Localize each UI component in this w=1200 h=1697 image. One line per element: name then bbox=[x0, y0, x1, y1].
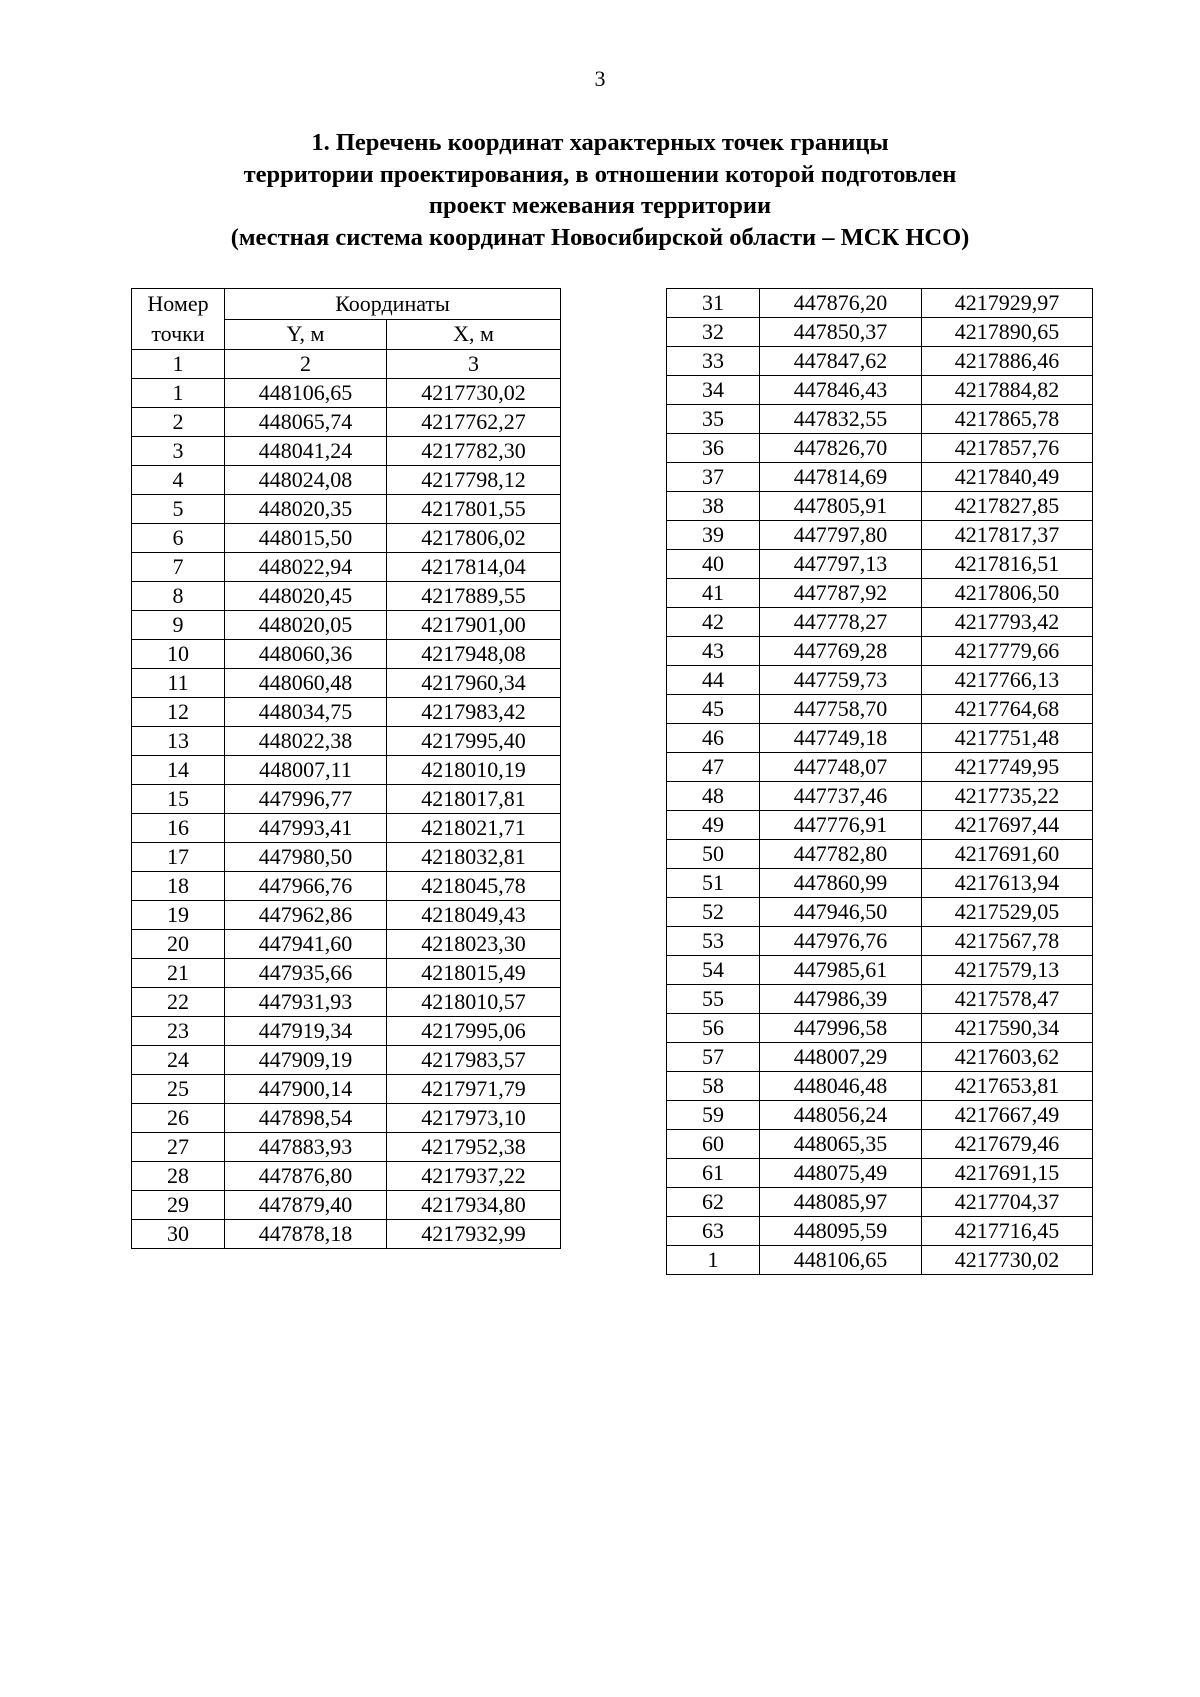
point-number-cell: 43 bbox=[667, 637, 760, 666]
y-coordinate-cell: 447878,18 bbox=[225, 1220, 387, 1249]
column-number: 3 bbox=[387, 350, 561, 379]
y-coordinate-cell: 447758,70 bbox=[760, 695, 922, 724]
table-row bbox=[667, 724, 1093, 753]
table-row bbox=[132, 1017, 561, 1046]
y-coordinate-cell: 447797,13 bbox=[760, 550, 922, 579]
table-row bbox=[667, 347, 1093, 376]
heading-line: проект межевания территории bbox=[428, 192, 772, 219]
table-row bbox=[667, 1217, 1093, 1246]
point-number-cell: 36 bbox=[667, 434, 760, 463]
x-coordinate-cell: 4217716,45 bbox=[922, 1217, 1093, 1246]
table-row bbox=[667, 666, 1093, 695]
point-number-cell: 52 bbox=[667, 898, 760, 927]
point-number-cell: 28 bbox=[132, 1162, 225, 1191]
x-coordinate-cell: 4217995,40 bbox=[387, 727, 561, 756]
point-number-cell: 4 bbox=[132, 466, 225, 495]
table-row bbox=[132, 988, 561, 1017]
table-row bbox=[132, 1191, 561, 1220]
point-number-cell: 18 bbox=[132, 872, 225, 901]
y-coordinate-cell: 448046,48 bbox=[760, 1072, 922, 1101]
table-row bbox=[667, 434, 1093, 463]
table-row bbox=[132, 901, 561, 930]
point-number-cell: 34 bbox=[667, 376, 760, 405]
x-coordinate-cell: 4217691,15 bbox=[922, 1159, 1093, 1188]
document-heading bbox=[0, 127, 1200, 253]
y-coordinate-cell: 447898,54 bbox=[225, 1104, 387, 1133]
point-number-cell: 31 bbox=[667, 289, 760, 318]
y-coordinate-cell: 447883,93 bbox=[225, 1133, 387, 1162]
point-number-cell: 24 bbox=[132, 1046, 225, 1075]
x-coordinate-cell: 4217567,78 bbox=[922, 927, 1093, 956]
point-number-cell: 56 bbox=[667, 1014, 760, 1043]
point-number-cell: 8 bbox=[132, 582, 225, 611]
x-coordinate-cell: 4217971,79 bbox=[387, 1075, 561, 1104]
y-coordinate-cell: 447879,40 bbox=[225, 1191, 387, 1220]
table-row bbox=[667, 782, 1093, 811]
point-number-cell: 7 bbox=[132, 553, 225, 582]
point-number-cell: 5 bbox=[132, 495, 225, 524]
point-number-cell: 23 bbox=[132, 1017, 225, 1046]
x-coordinate-cell: 4217889,55 bbox=[387, 582, 561, 611]
x-coordinate-cell: 4217973,10 bbox=[387, 1104, 561, 1133]
table-row bbox=[667, 1188, 1093, 1217]
y-coordinate-cell: 448022,38 bbox=[225, 727, 387, 756]
x-coordinate-cell: 4217932,99 bbox=[387, 1220, 561, 1249]
table-row bbox=[667, 318, 1093, 347]
table-row bbox=[667, 1159, 1093, 1188]
table-row bbox=[132, 408, 561, 437]
y-coordinate-cell: 448020,45 bbox=[225, 582, 387, 611]
x-coordinate-cell: 4217653,81 bbox=[922, 1072, 1093, 1101]
x-coordinate-cell: 4217929,97 bbox=[922, 289, 1093, 318]
y-coordinate-cell: 448015,50 bbox=[225, 524, 387, 553]
x-coordinate-cell: 4217816,51 bbox=[922, 550, 1093, 579]
x-column-header: X, м bbox=[387, 319, 561, 350]
table-row bbox=[132, 437, 561, 466]
point-number-cell: 44 bbox=[667, 666, 760, 695]
x-coordinate-cell: 4217603,62 bbox=[922, 1043, 1093, 1072]
point-number-cell: 53 bbox=[667, 927, 760, 956]
x-coordinate-cell: 4217704,37 bbox=[922, 1188, 1093, 1217]
y-coordinate-cell: 447737,46 bbox=[760, 782, 922, 811]
x-coordinate-cell: 4217779,66 bbox=[922, 637, 1093, 666]
x-coordinate-cell: 4218023,30 bbox=[387, 930, 561, 959]
table-row bbox=[667, 898, 1093, 927]
point-number-cell: 29 bbox=[132, 1191, 225, 1220]
x-coordinate-cell: 4217697,44 bbox=[922, 811, 1093, 840]
x-coordinate-cell: 4217865,78 bbox=[922, 405, 1093, 434]
y-coordinate-cell: 447860,99 bbox=[760, 869, 922, 898]
point-number-cell: 54 bbox=[667, 956, 760, 985]
table-row bbox=[667, 811, 1093, 840]
y-coordinate-cell: 448085,97 bbox=[760, 1188, 922, 1217]
point-number-cell: 25 bbox=[132, 1075, 225, 1104]
point-number-header bbox=[132, 289, 225, 350]
table-row bbox=[132, 756, 561, 785]
table-row bbox=[667, 695, 1093, 724]
point-number-cell: 50 bbox=[667, 840, 760, 869]
table-row bbox=[667, 869, 1093, 898]
x-coordinate-cell: 4217782,30 bbox=[387, 437, 561, 466]
point-number-cell: 30 bbox=[132, 1220, 225, 1249]
x-coordinate-cell: 4217806,50 bbox=[922, 579, 1093, 608]
x-coordinate-cell: 4217806,02 bbox=[387, 524, 561, 553]
y-coordinate-cell: 448007,29 bbox=[760, 1043, 922, 1072]
y-coordinate-cell: 447966,76 bbox=[225, 872, 387, 901]
table-row bbox=[132, 466, 561, 495]
y-coordinate-cell: 448020,05 bbox=[225, 611, 387, 640]
x-coordinate-cell: 4217948,08 bbox=[387, 640, 561, 669]
table-row bbox=[667, 492, 1093, 521]
x-coordinate-cell: 4217995,06 bbox=[387, 1017, 561, 1046]
x-coordinate-cell: 4217529,05 bbox=[922, 898, 1093, 927]
point-number-cell: 11 bbox=[132, 669, 225, 698]
table-row bbox=[132, 582, 561, 611]
x-coordinate-cell: 4218032,81 bbox=[387, 843, 561, 872]
y-coordinate-cell: 447986,39 bbox=[760, 985, 922, 1014]
table-row bbox=[132, 814, 561, 843]
point-number-cell: 16 bbox=[132, 814, 225, 843]
table-row bbox=[667, 1130, 1093, 1159]
point-number-cell: 58 bbox=[667, 1072, 760, 1101]
y-coordinate-cell: 447787,92 bbox=[760, 579, 922, 608]
y-coordinate-cell: 447909,19 bbox=[225, 1046, 387, 1075]
coordinates-table-left bbox=[131, 288, 561, 1249]
point-number-cell: 63 bbox=[667, 1217, 760, 1246]
table-row bbox=[132, 611, 561, 640]
table-row bbox=[667, 463, 1093, 492]
table-row bbox=[667, 956, 1093, 985]
point-number-cell: 37 bbox=[667, 463, 760, 492]
point-number-cell: 51 bbox=[667, 869, 760, 898]
y-coordinate-cell: 447782,80 bbox=[760, 840, 922, 869]
x-coordinate-cell: 4218010,19 bbox=[387, 756, 561, 785]
y-coordinate-cell: 447748,07 bbox=[760, 753, 922, 782]
point-number-cell: 35 bbox=[667, 405, 760, 434]
coordinates-header: Координаты bbox=[225, 289, 561, 320]
y-coordinate-cell: 448024,08 bbox=[225, 466, 387, 495]
point-number-cell: 20 bbox=[132, 930, 225, 959]
table-row bbox=[132, 872, 561, 901]
table-row bbox=[132, 495, 561, 524]
y-coordinate-cell: 448022,94 bbox=[225, 553, 387, 582]
point-number-cell: 17 bbox=[132, 843, 225, 872]
x-coordinate-cell: 4218015,49 bbox=[387, 959, 561, 988]
table-header-row bbox=[132, 289, 561, 320]
table-row bbox=[132, 669, 561, 698]
x-coordinate-cell: 4217764,68 bbox=[922, 695, 1093, 724]
x-coordinate-cell: 4217793,42 bbox=[922, 608, 1093, 637]
y-coordinate-cell: 447980,50 bbox=[225, 843, 387, 872]
table-row bbox=[667, 608, 1093, 637]
y-coordinate-cell: 447832,55 bbox=[760, 405, 922, 434]
x-coordinate-cell: 4217814,04 bbox=[387, 553, 561, 582]
point-number-cell: 12 bbox=[132, 698, 225, 727]
x-coordinate-cell: 4217578,47 bbox=[922, 985, 1093, 1014]
y-coordinate-cell: 447985,61 bbox=[760, 956, 922, 985]
table-row bbox=[132, 524, 561, 553]
point-number-cell: 13 bbox=[132, 727, 225, 756]
point-number-cell: 59 bbox=[667, 1101, 760, 1130]
y-coordinate-cell: 448106,65 bbox=[225, 379, 387, 408]
y-column-header: Y, м bbox=[225, 319, 387, 350]
y-coordinate-cell: 447976,76 bbox=[760, 927, 922, 956]
point-number-cell: 57 bbox=[667, 1043, 760, 1072]
point-number-cell: 41 bbox=[667, 579, 760, 608]
point-number-cell: 45 bbox=[667, 695, 760, 724]
y-coordinate-cell: 447850,37 bbox=[760, 318, 922, 347]
page-number: 3 bbox=[594, 66, 606, 91]
x-coordinate-cell: 4217613,94 bbox=[922, 869, 1093, 898]
x-coordinate-cell: 4217691,60 bbox=[922, 840, 1093, 869]
point-number-cell: 6 bbox=[132, 524, 225, 553]
x-coordinate-cell: 4217983,42 bbox=[387, 698, 561, 727]
table-row bbox=[132, 640, 561, 669]
point-number-cell: 46 bbox=[667, 724, 760, 753]
point-number-cell: 1 bbox=[667, 1246, 760, 1275]
table-row bbox=[132, 553, 561, 582]
table-row bbox=[667, 985, 1093, 1014]
y-coordinate-cell: 447776,91 bbox=[760, 811, 922, 840]
table-row bbox=[667, 405, 1093, 434]
x-coordinate-cell: 4217934,80 bbox=[387, 1191, 561, 1220]
x-coordinate-cell: 4217679,46 bbox=[922, 1130, 1093, 1159]
point-number-cell: 60 bbox=[667, 1130, 760, 1159]
table-row bbox=[132, 959, 561, 988]
table-row bbox=[132, 785, 561, 814]
point-number-cell: 62 bbox=[667, 1188, 760, 1217]
point-number-header-line2: точки bbox=[151, 321, 205, 346]
y-coordinate-cell: 448095,59 bbox=[760, 1217, 922, 1246]
column-number-row bbox=[132, 350, 561, 379]
point-number-cell: 32 bbox=[667, 318, 760, 347]
x-coordinate-cell: 4217886,46 bbox=[922, 347, 1093, 376]
x-coordinate-cell: 4217901,00 bbox=[387, 611, 561, 640]
y-coordinate-cell: 447876,80 bbox=[225, 1162, 387, 1191]
x-coordinate-cell: 4217983,57 bbox=[387, 1046, 561, 1075]
point-number-cell: 1 bbox=[132, 379, 225, 408]
table-row bbox=[667, 1072, 1093, 1101]
x-coordinate-cell: 4217890,65 bbox=[922, 318, 1093, 347]
y-coordinate-cell: 448007,11 bbox=[225, 756, 387, 785]
x-coordinate-cell: 4217798,12 bbox=[387, 466, 561, 495]
y-coordinate-cell: 448065,74 bbox=[225, 408, 387, 437]
y-coordinate-cell: 447778,27 bbox=[760, 608, 922, 637]
table-row bbox=[132, 1162, 561, 1191]
y-coordinate-cell: 447996,58 bbox=[760, 1014, 922, 1043]
y-coordinate-cell: 447962,86 bbox=[225, 901, 387, 930]
point-number-cell: 26 bbox=[132, 1104, 225, 1133]
point-number-cell: 39 bbox=[667, 521, 760, 550]
x-coordinate-cell: 4217827,85 bbox=[922, 492, 1093, 521]
point-number-cell: 42 bbox=[667, 608, 760, 637]
point-number-cell: 55 bbox=[667, 985, 760, 1014]
point-number-cell: 47 bbox=[667, 753, 760, 782]
table-row bbox=[667, 1043, 1093, 1072]
x-coordinate-cell: 4217766,13 bbox=[922, 666, 1093, 695]
y-coordinate-cell: 447876,20 bbox=[760, 289, 922, 318]
point-number-cell: 9 bbox=[132, 611, 225, 640]
x-coordinate-cell: 4217857,76 bbox=[922, 434, 1093, 463]
y-coordinate-cell: 447946,50 bbox=[760, 898, 922, 927]
y-coordinate-cell: 447900,14 bbox=[225, 1075, 387, 1104]
x-coordinate-cell: 4217960,34 bbox=[387, 669, 561, 698]
y-coordinate-cell: 448041,24 bbox=[225, 437, 387, 466]
table-row bbox=[132, 379, 561, 408]
y-coordinate-cell: 447993,41 bbox=[225, 814, 387, 843]
x-coordinate-cell: 4217952,38 bbox=[387, 1133, 561, 1162]
x-coordinate-cell: 4217590,34 bbox=[922, 1014, 1093, 1043]
x-coordinate-cell: 4217730,02 bbox=[387, 379, 561, 408]
heading-line: (местная система координат Новосибирской области – МСК НСО) bbox=[230, 223, 970, 251]
coordinates-table-right bbox=[666, 288, 1093, 1275]
column-number: 1 bbox=[132, 350, 225, 379]
table-row bbox=[667, 927, 1093, 956]
x-coordinate-cell: 4217579,13 bbox=[922, 956, 1093, 985]
table-row bbox=[132, 1046, 561, 1075]
table-row bbox=[132, 1133, 561, 1162]
point-number-cell: 40 bbox=[667, 550, 760, 579]
table-row bbox=[667, 1246, 1093, 1275]
heading-line: 1. Перечень координат характерных точек границы bbox=[311, 129, 889, 156]
table-row bbox=[667, 1014, 1093, 1043]
y-coordinate-cell: 448020,35 bbox=[225, 495, 387, 524]
point-number-cell: 21 bbox=[132, 959, 225, 988]
y-coordinate-cell: 448106,65 bbox=[760, 1246, 922, 1275]
point-number-cell: 49 bbox=[667, 811, 760, 840]
table-row bbox=[132, 1104, 561, 1133]
point-number-cell: 27 bbox=[132, 1133, 225, 1162]
x-coordinate-cell: 4217817,37 bbox=[922, 521, 1093, 550]
x-coordinate-cell: 4217749,95 bbox=[922, 753, 1093, 782]
x-coordinate-cell: 4218010,57 bbox=[387, 988, 561, 1017]
x-coordinate-cell: 4218049,43 bbox=[387, 901, 561, 930]
table-row bbox=[667, 376, 1093, 405]
table-row bbox=[132, 1075, 561, 1104]
point-number-cell: 14 bbox=[132, 756, 225, 785]
point-number-cell: 15 bbox=[132, 785, 225, 814]
table-row bbox=[132, 843, 561, 872]
x-coordinate-cell: 4217937,22 bbox=[387, 1162, 561, 1191]
x-coordinate-cell: 4217735,22 bbox=[922, 782, 1093, 811]
y-coordinate-cell: 447919,34 bbox=[225, 1017, 387, 1046]
y-coordinate-cell: 448065,35 bbox=[760, 1130, 922, 1159]
x-coordinate-cell: 4217762,27 bbox=[387, 408, 561, 437]
point-number-header-line1: Номер bbox=[147, 291, 209, 316]
table-row bbox=[667, 840, 1093, 869]
point-number-cell: 19 bbox=[132, 901, 225, 930]
table-row bbox=[132, 727, 561, 756]
y-coordinate-cell: 448034,75 bbox=[225, 698, 387, 727]
y-coordinate-cell: 448056,24 bbox=[760, 1101, 922, 1130]
x-coordinate-cell: 4217840,49 bbox=[922, 463, 1093, 492]
y-coordinate-cell: 447805,91 bbox=[760, 492, 922, 521]
x-coordinate-cell: 4217801,55 bbox=[387, 495, 561, 524]
y-coordinate-cell: 447769,28 bbox=[760, 637, 922, 666]
x-coordinate-cell: 4217667,49 bbox=[922, 1101, 1093, 1130]
point-number-cell: 33 bbox=[667, 347, 760, 376]
y-coordinate-cell: 447941,60 bbox=[225, 930, 387, 959]
point-number-cell: 3 bbox=[132, 437, 225, 466]
y-coordinate-cell: 448060,36 bbox=[225, 640, 387, 669]
point-number-cell: 10 bbox=[132, 640, 225, 669]
table-row bbox=[667, 579, 1093, 608]
y-coordinate-cell: 447846,43 bbox=[760, 376, 922, 405]
y-coordinate-cell: 447749,18 bbox=[760, 724, 922, 753]
y-coordinate-cell: 448075,49 bbox=[760, 1159, 922, 1188]
table-row bbox=[667, 289, 1093, 318]
x-coordinate-cell: 4218045,78 bbox=[387, 872, 561, 901]
x-coordinate-cell: 4217730,02 bbox=[922, 1246, 1093, 1275]
column-number: 2 bbox=[225, 350, 387, 379]
point-number-cell: 2 bbox=[132, 408, 225, 437]
y-coordinate-cell: 448060,48 bbox=[225, 669, 387, 698]
y-coordinate-cell: 447996,77 bbox=[225, 785, 387, 814]
table-row bbox=[132, 1220, 561, 1249]
point-number-cell: 48 bbox=[667, 782, 760, 811]
y-coordinate-cell: 447759,73 bbox=[760, 666, 922, 695]
y-coordinate-cell: 447931,93 bbox=[225, 988, 387, 1017]
x-coordinate-cell: 4218021,71 bbox=[387, 814, 561, 843]
heading-line: территории проектирования, в отношении которой подготовлен bbox=[243, 160, 957, 188]
y-coordinate-cell: 447847,62 bbox=[760, 347, 922, 376]
table-row bbox=[667, 637, 1093, 666]
y-coordinate-cell: 447935,66 bbox=[225, 959, 387, 988]
x-coordinate-cell: 4218017,81 bbox=[387, 785, 561, 814]
table-row bbox=[667, 1101, 1093, 1130]
y-coordinate-cell: 447814,69 bbox=[760, 463, 922, 492]
y-coordinate-cell: 447797,80 bbox=[760, 521, 922, 550]
x-coordinate-cell: 4217751,48 bbox=[922, 724, 1093, 753]
point-number-cell: 38 bbox=[667, 492, 760, 521]
y-coordinate-cell: 447826,70 bbox=[760, 434, 922, 463]
table-row bbox=[132, 930, 561, 959]
table-row bbox=[667, 550, 1093, 579]
table-row bbox=[667, 521, 1093, 550]
table-row bbox=[667, 753, 1093, 782]
point-number-cell: 61 bbox=[667, 1159, 760, 1188]
table-row bbox=[132, 698, 561, 727]
point-number-cell: 22 bbox=[132, 988, 225, 1017]
x-coordinate-cell: 4217884,82 bbox=[922, 376, 1093, 405]
